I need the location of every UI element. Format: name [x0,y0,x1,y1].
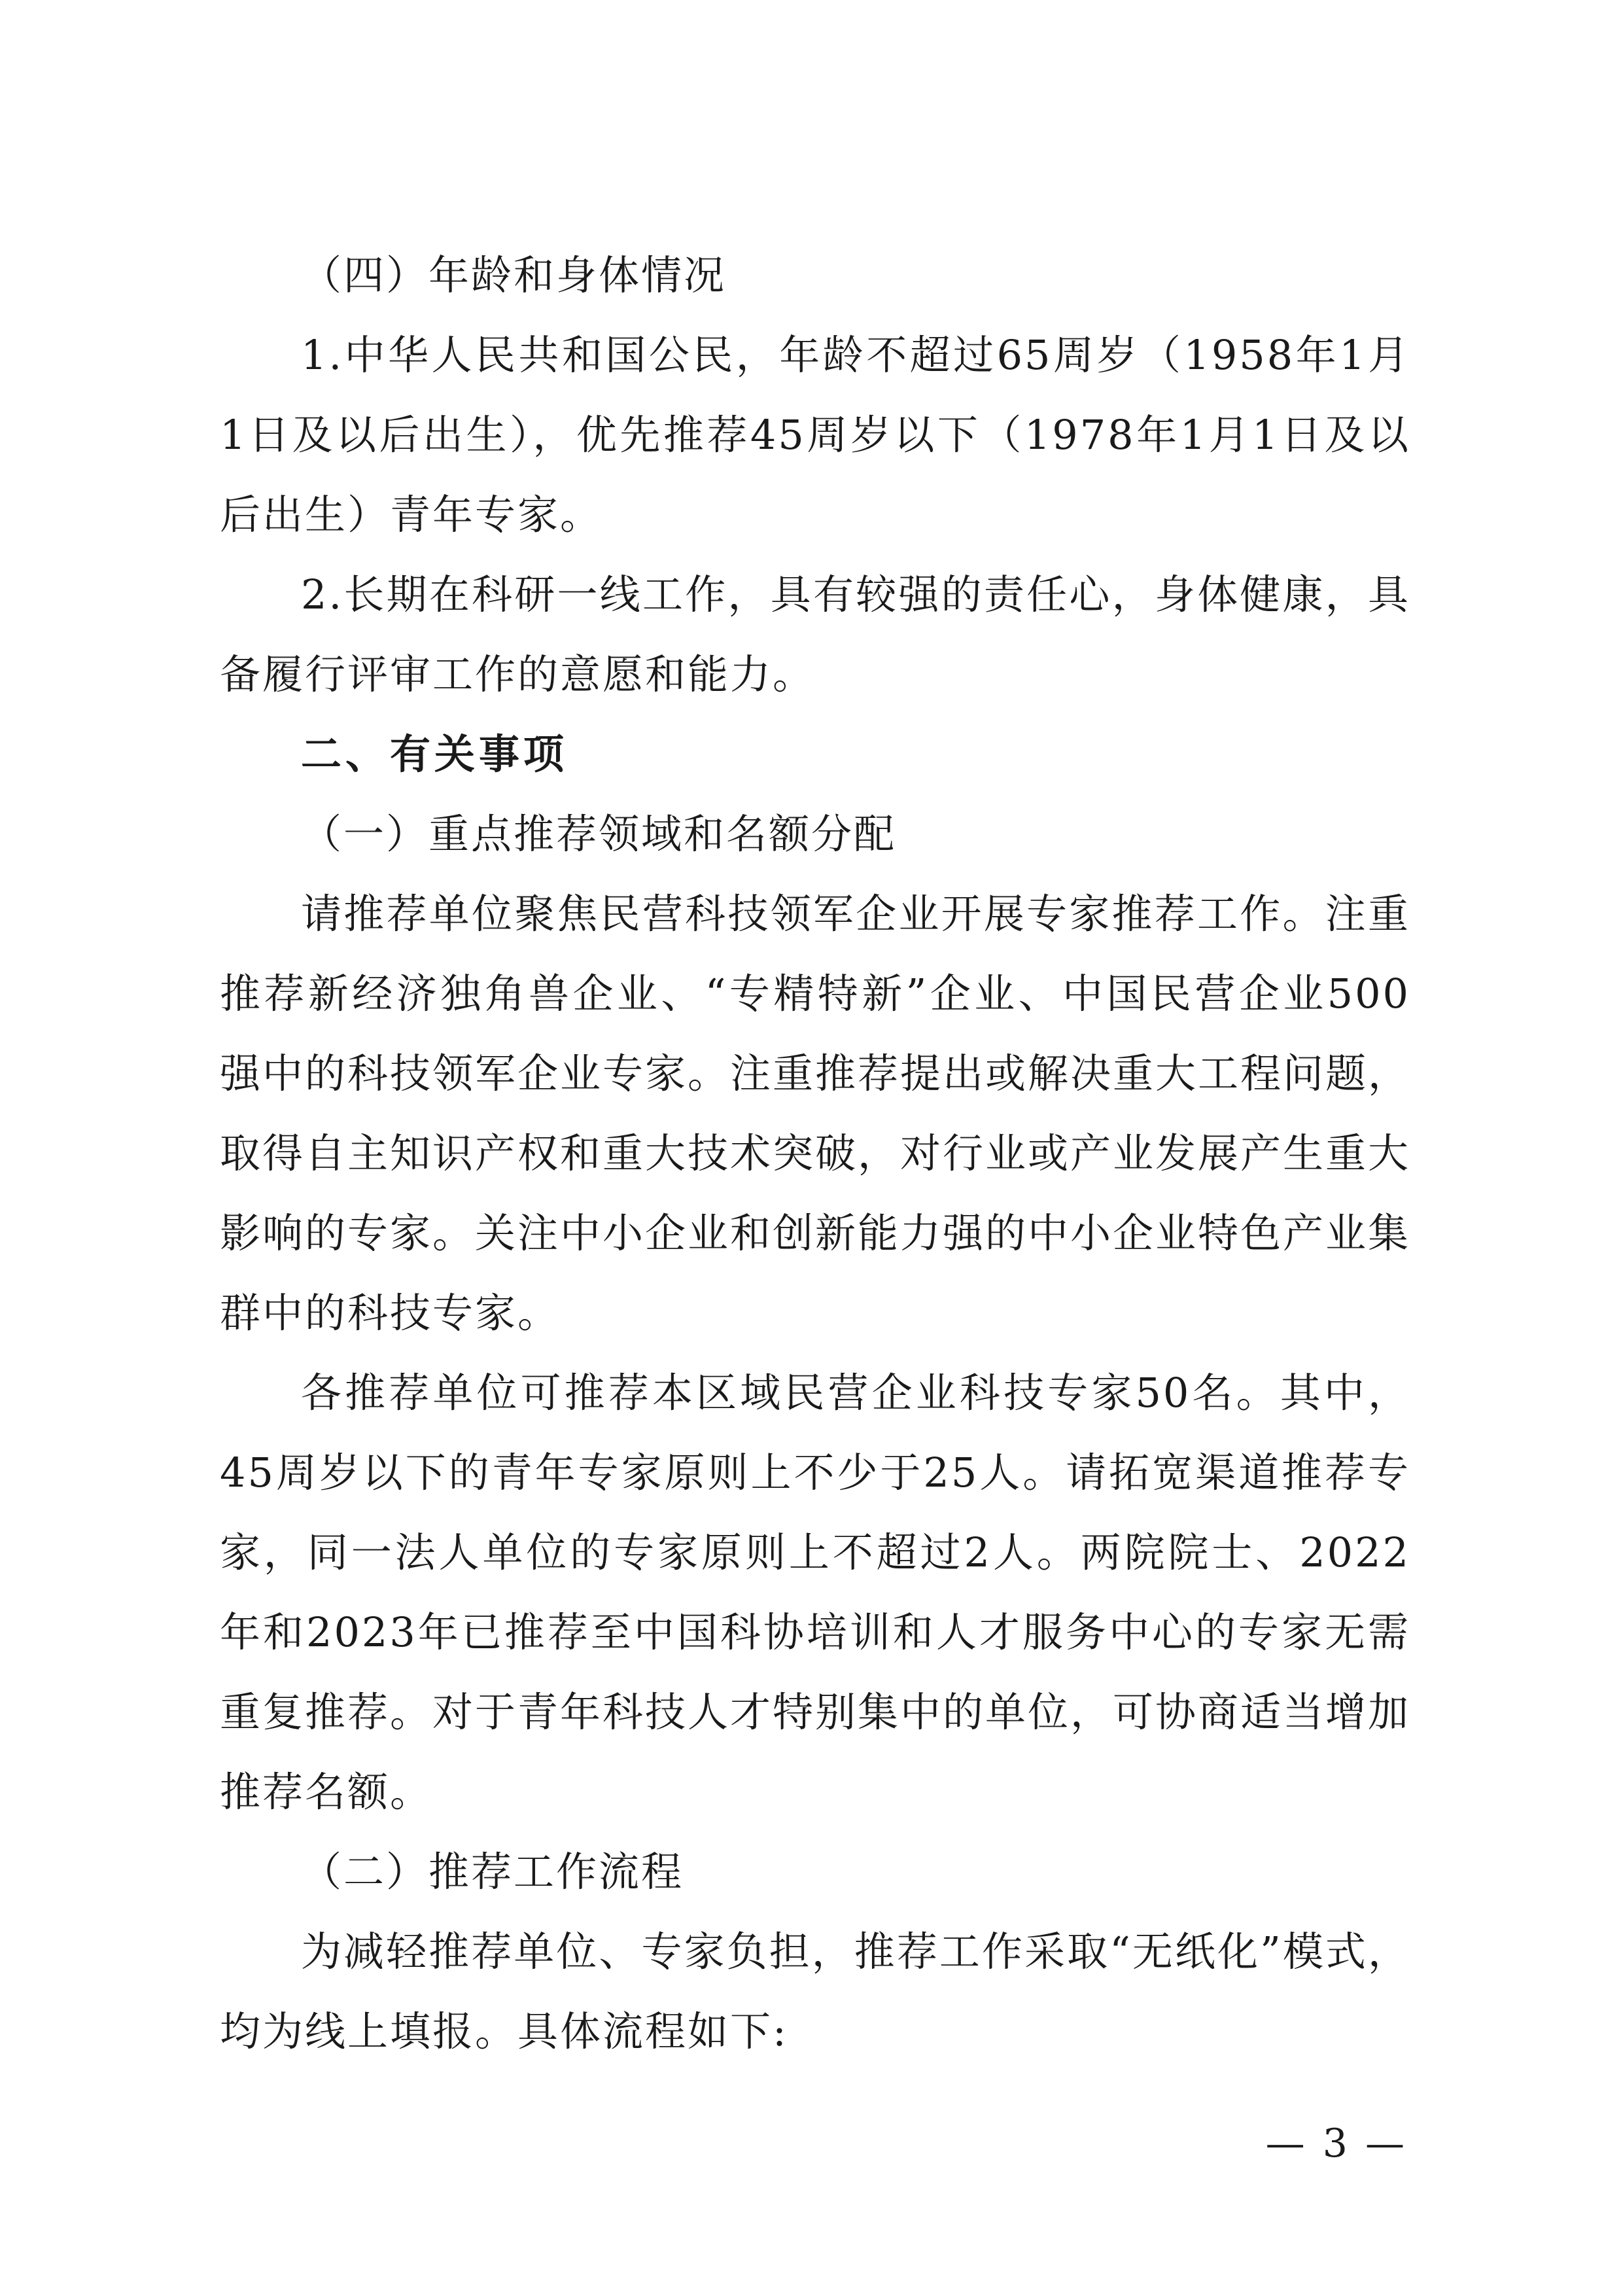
heading-related-matters: 二、有关事项 [301,730,568,778]
paragraph-age-requirement: 1.中华人民共和国公民，年龄不超过65周岁（1958年1月1日及以后出生），优先推荐45周岁以下（1978年1月1日及以后出生）青年专家。 [220,331,1410,539]
subheading-workflow: （二）推荐工作流程 [301,1848,684,1896]
document-body [220,236,1410,2072]
paragraph-recommendation-focus: 请推荐单位聚焦民营科技领军企业开展专家推荐工作。注重推荐新经济独角兽企业、“专精特新”企业、中国民营企业500强中的科技领军企业专家。注重推荐提出或解决重大工程问题，取得自主知识产权和重大技术突破，对行业或产业发展产生重大影响的专家。关注中小企业和创新能力强的中小企业特色产业集群中的科技专家。 [220,890,1411,1337]
paragraph-quota: 各推荐单位可推荐本区域民营企业科技专家50名。其中，45周岁以下的青年专家原则上不少于25人。请拓宽渠道推荐专家，同一法人单位的专家原则上不超过2人。两院院士、2022年和2023年已推荐至中国科协培训和人才服务中心的专家无需重复推荐。对于青年科技人才特别集中的单位，可协商适当增加推荐名额。 [220,1369,1411,1816]
subheading-key-fields: （一）重点推荐领域和名额分配 [301,810,897,858]
page-number: — 3 — [1265,2121,1407,2166]
paragraph-health-requirement: 2.长期在科研一线工作，具有较强的责任心，身体健康，具备履行评审工作的意愿和能力。 [220,571,1410,698]
paragraph-paperless-mode: 为减轻推荐单位、专家负担，推荐工作采取“无纸化”模式，均为线上填报。具体流程如下: [220,1928,1410,2055]
subheading-age-health: （四）年龄和身体情况 [301,251,727,299]
